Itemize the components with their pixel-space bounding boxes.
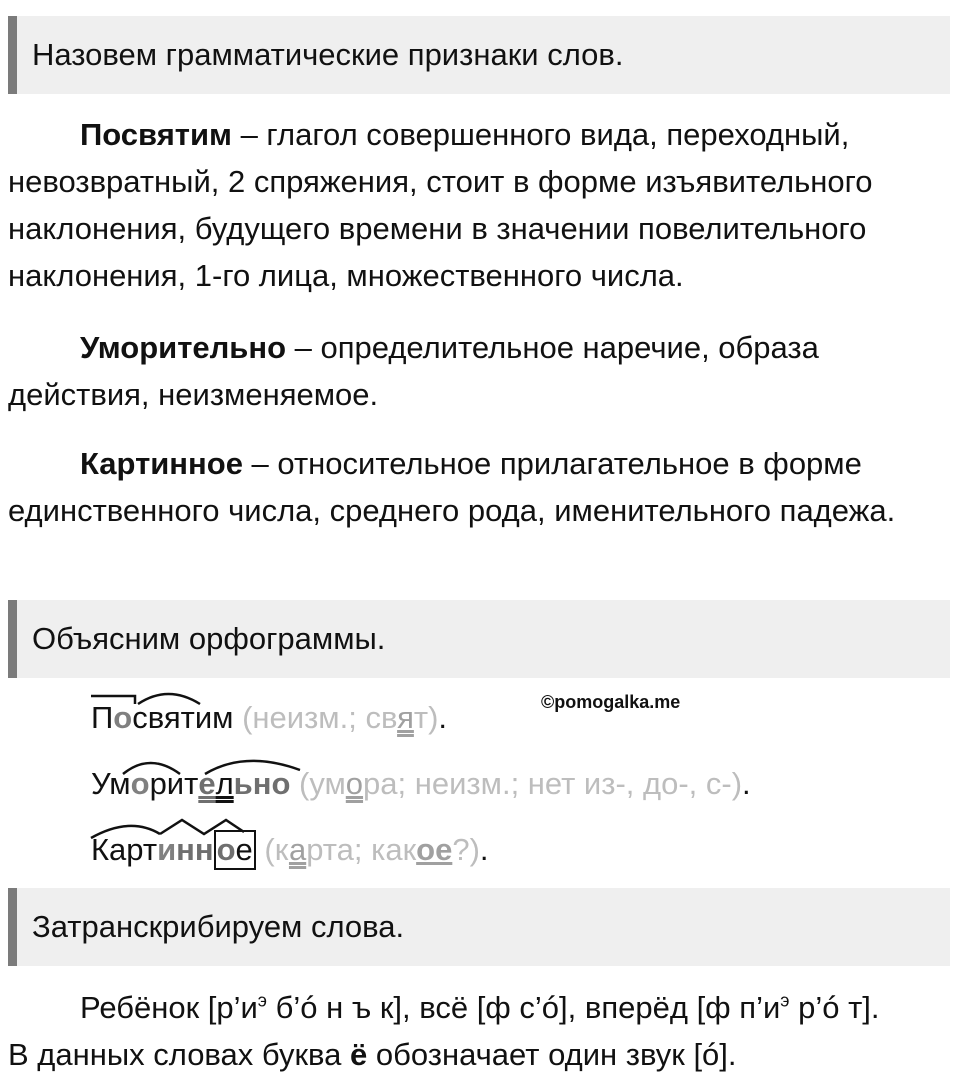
morph-paragraph-kartinnoe — [8, 440, 954, 534]
section-title: Назовем грамматические признаки слов. — [32, 37, 624, 72]
orthogram-line-kartinnoe: Картинное (карта; какое?). — [91, 830, 489, 870]
section-header-transcription — [8, 888, 950, 966]
orthogram-line-umoritelno: Уморительно (умора; неизм.; нет из-, до-, с-). — [91, 764, 751, 804]
term-word: Уморительно — [80, 330, 287, 365]
check-word: (умора; неизм.; нет из-, до-, с-) — [290, 766, 743, 801]
term-word: Посвятим — [80, 117, 232, 152]
check-word: (неизм.; свят) — [233, 700, 439, 735]
term-description: – относительное прилагательное в форме единственного числа, среднего рода, именительного падежа. — [8, 446, 896, 528]
term-description: – глагол совершенного вида, переходный, невозвратный, 2 спряжения, стоит в форме изъявительного наклонения, будущего времени в значении повелительного наклонения, 1-го лица, множественного числа. — [8, 117, 873, 293]
ending-box: ое — [214, 830, 256, 870]
watermark: ©pomogalka.me — [541, 692, 681, 712]
section-title: Объясним орфограммы. — [32, 621, 386, 656]
section-title: Затранскрибируем слова. — [32, 909, 405, 944]
morph-paragraph-posvyatim — [8, 111, 954, 299]
term-word: Картинное — [80, 446, 243, 481]
transcription-paragraph: Ребёнок [$р’и^э$ б’ó н ъ к], всё [ф с’ó], вперёд [ф $п’и^э$ р’ó т]. В данных словах буква ё обозначает один звук [ó]. — [8, 990, 880, 1072]
section-header-orthograms — [8, 600, 950, 678]
parsed-word: Картинное — [91, 830, 256, 870]
check-word: (карта; какое?) — [255, 832, 480, 867]
orthogram-line-posvyatim: Посвятим (неизм.; свят). — [91, 698, 447, 738]
parsed-word: Уморительно — [91, 766, 291, 801]
section-header-grammar — [8, 16, 950, 94]
term-description: – определительное наречие, образа действия, неизменяемое. — [8, 330, 819, 412]
parsed-word: Посвятим — [91, 700, 234, 735]
morph-paragraph-umoritelno — [8, 324, 954, 418]
